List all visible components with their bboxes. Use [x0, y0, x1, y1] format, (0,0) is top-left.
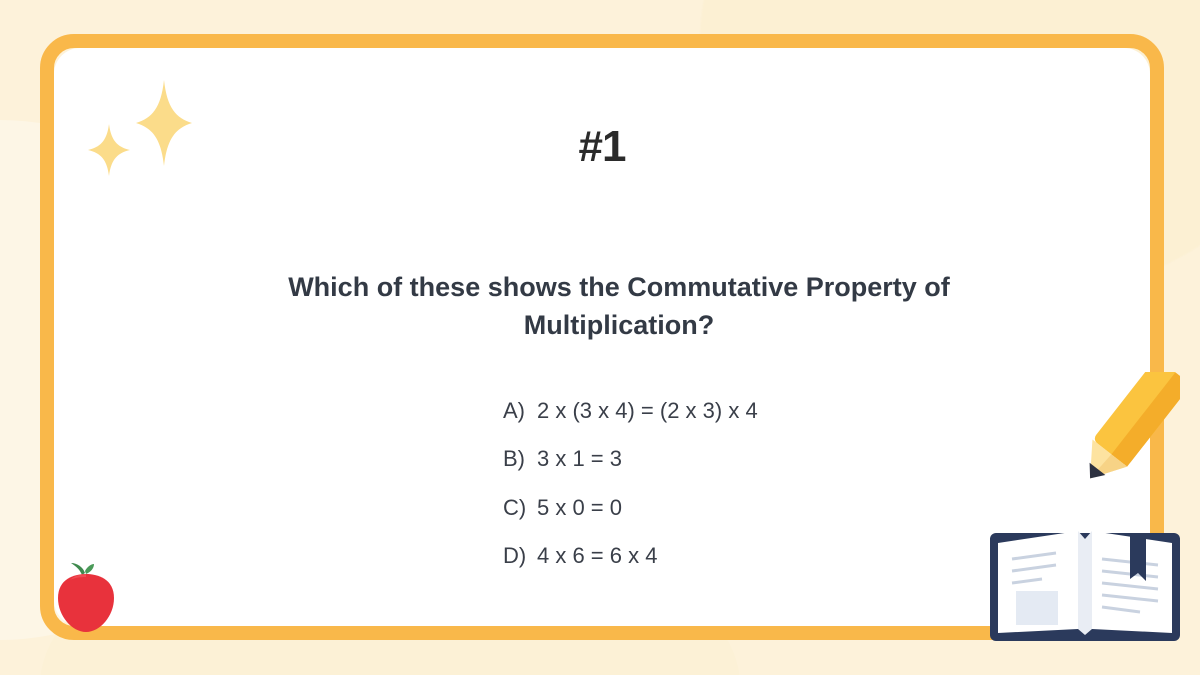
apple-icon [44, 562, 128, 639]
choice-label-b: B) [503, 446, 525, 472]
slide-number: #1 [578, 122, 626, 171]
choice-text-c: 5 x 0 = 0 [537, 494, 623, 520]
choice-label-c: C) [503, 494, 527, 520]
slide-content-card [54, 48, 1150, 626]
choice-label-d: D) [503, 543, 527, 569]
pencil-icon [1070, 372, 1180, 497]
choice-text-a: 2 x (3 x 4) = (2 x 3) x 4 [537, 398, 758, 423]
list-item[interactable] [503, 398, 1023, 424]
answer-choices-list [503, 398, 1023, 592]
list-item[interactable] [503, 495, 1023, 521]
choice-label-a: A) [503, 398, 525, 423]
list-item[interactable] [503, 446, 1023, 472]
choice-text-b: 3 x 1 = 3 [537, 446, 623, 472]
question-text: Which of these shows the Commutative Property of Multiplication? [288, 272, 950, 341]
sparkle-icon [86, 122, 132, 178]
choice-text-d: 4 x 6 = 6 x 4 [537, 543, 658, 569]
open-book-icon [990, 525, 1180, 648]
list-item[interactable] [503, 543, 1023, 569]
